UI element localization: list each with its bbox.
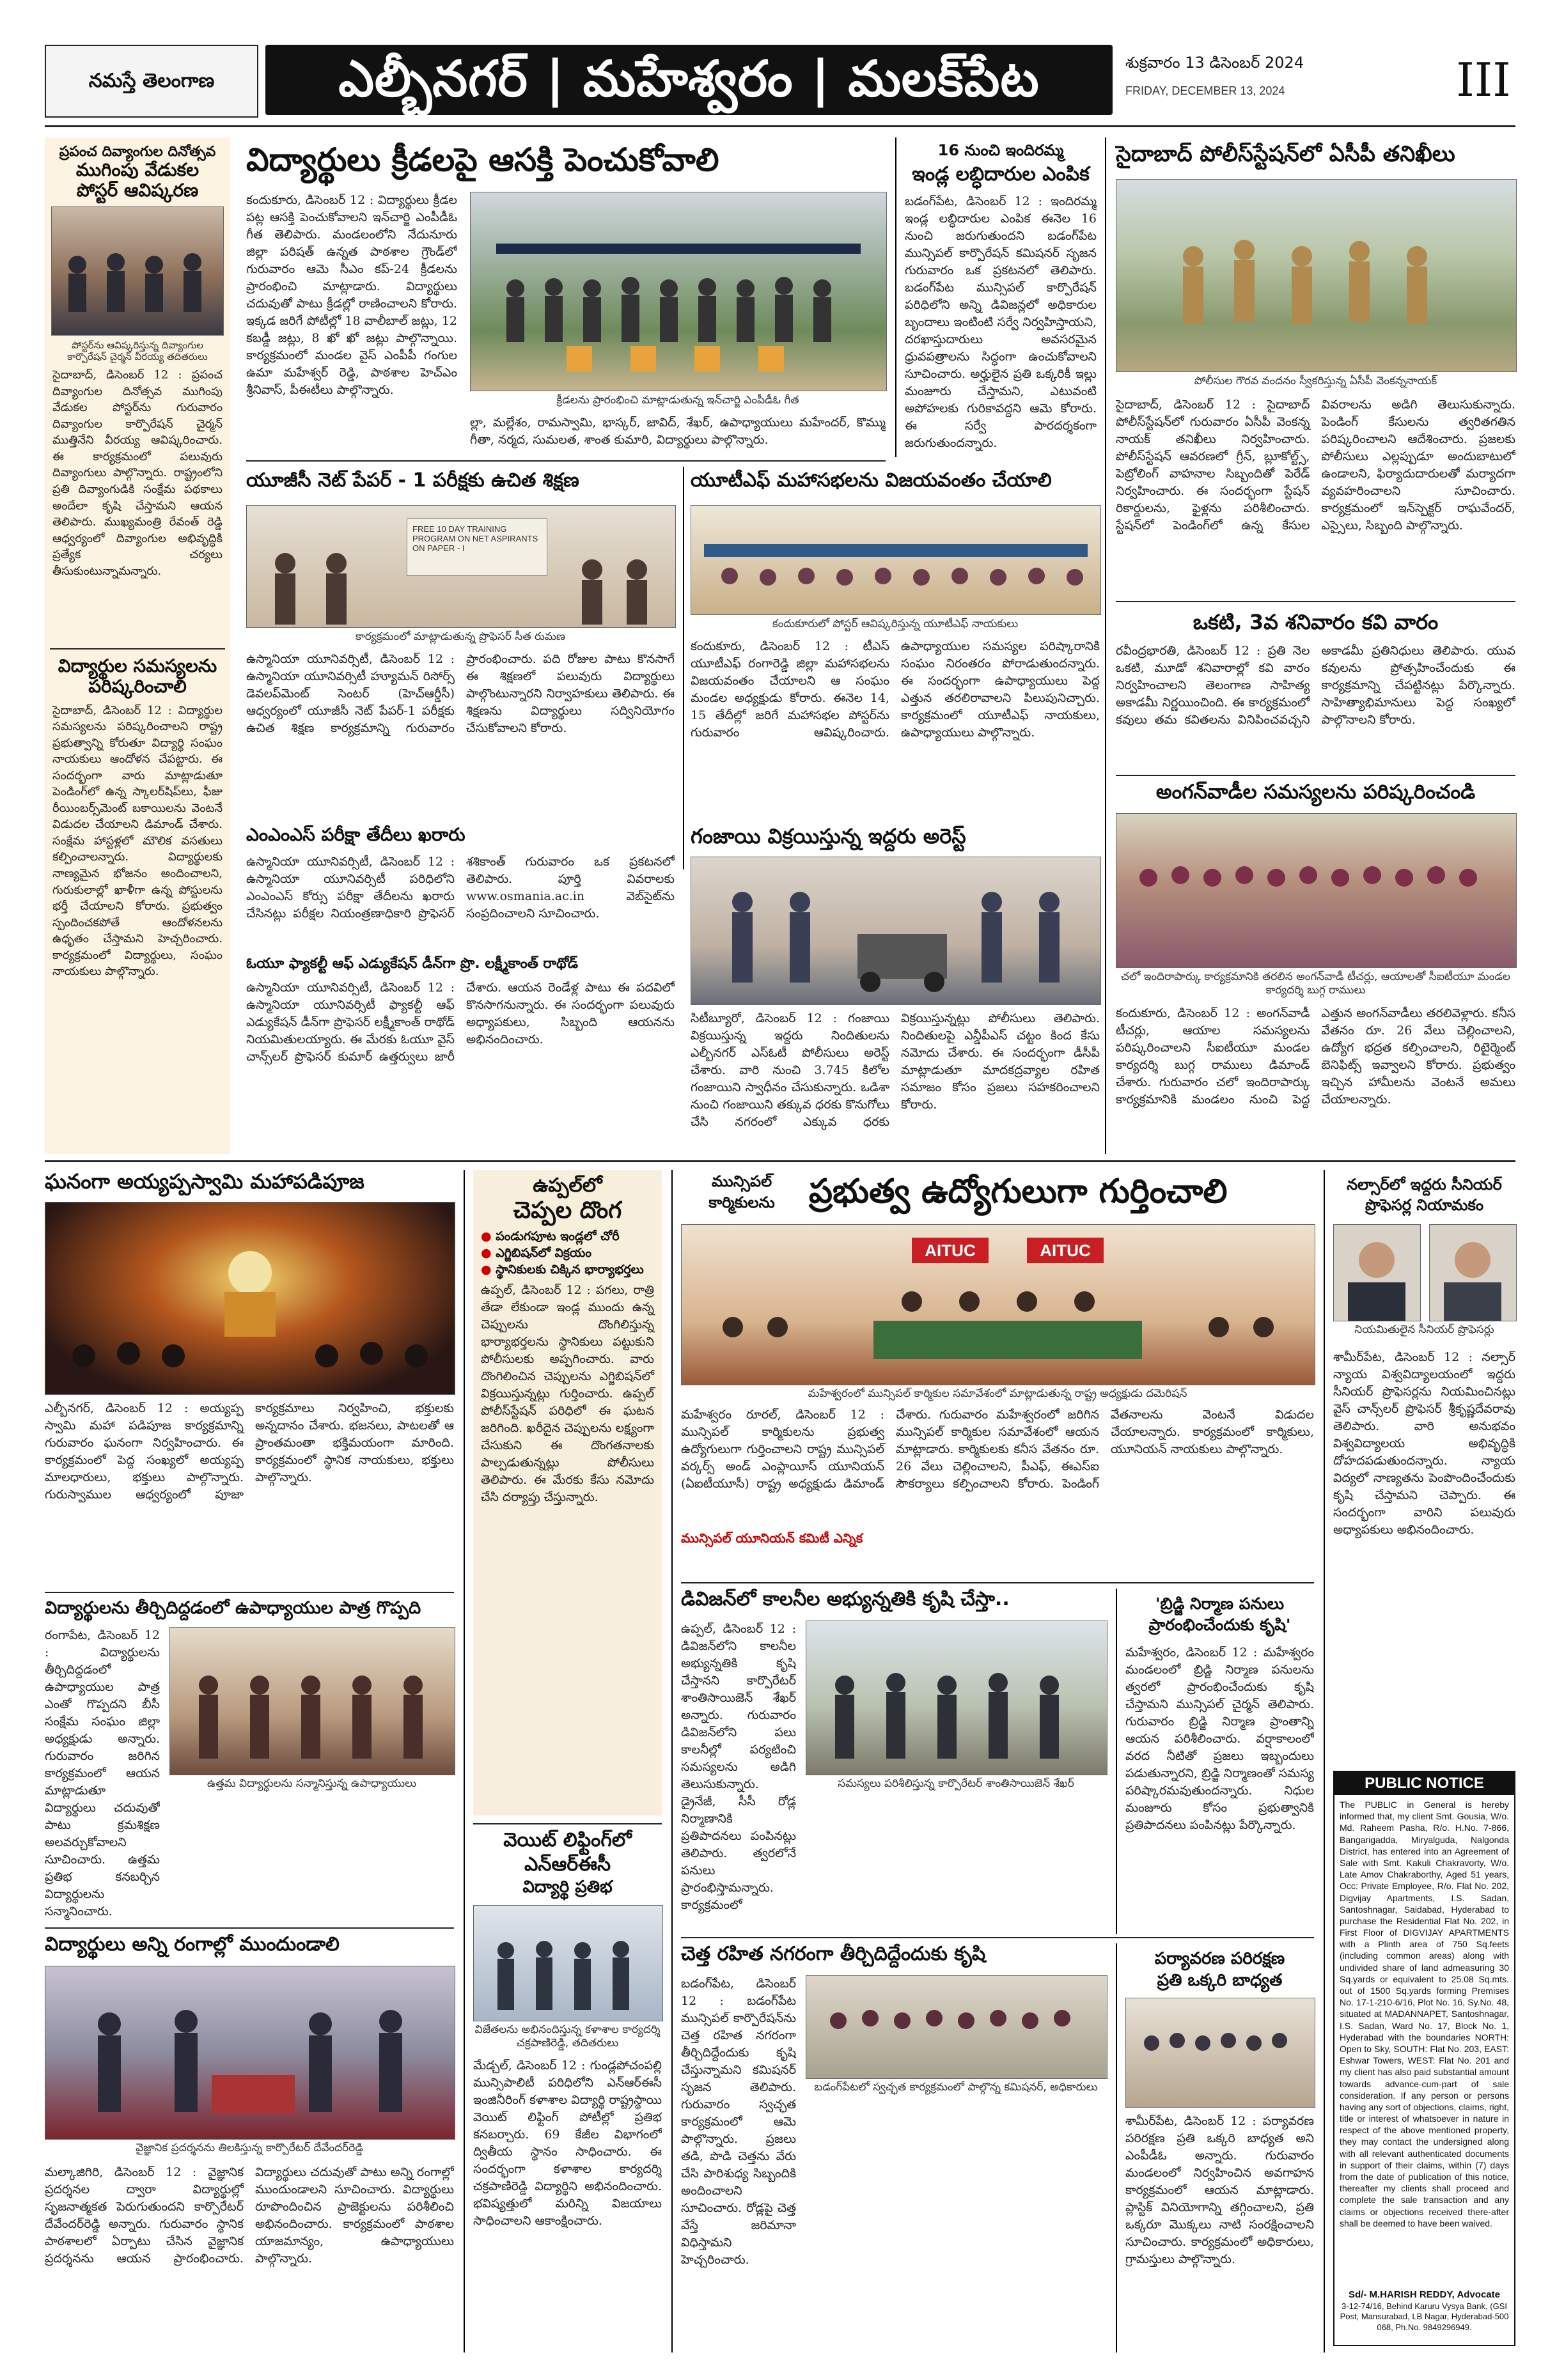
utf-title: యూటీఎఫ్ మహాసభలను విజయవంతం చేయాలి: [691, 469, 1052, 492]
indiramma-body: బడంగ్‌పేట, డిసెంబర్ 12 : ఇందిరమ్మ ఇండ్ల లబ్ధిదారుల ఎంపిక ఈనెల 16 నుంచి జరుగుతుందని బడంగ్‌పేట మున్సిపల్ కార్పొరేషన్ కమిషనర్ సృజన గురువారం ఒక ప్రకటనలో తెలిపారు. బడంగ్‌పేట మున్సిపల్ కార్పొరేషన్ పరిధిలోని అన్ని డివిజన్లలో అధికారుల బృందాలు ఇంటింటి సర్వే నిర్వహిస్తాయని, దరఖాస్తుదారులు అవసరమైన ధ్రువపత్రాలను సిద్ధంగా ఉంచుకోవాలని సూచించారు. అర్హులైన ప్రతి ఒక్కరికీ ఇల్లు మంజూరు చేస్తామని, ఎటువంటి అపోహలకు గురికావద్దని ఆమె కోరారు. ఈ సర్వే పారదర్శకంగా జరుగుతుందన్నారు.: [905, 194, 1097, 450]
masthead: [45, 45, 1515, 115]
parade-illustration: [1116, 180, 1516, 371]
weight-caption: విజేతలను అభినందిస్తున్న కళాశాల కార్యదర్శి చక్రపాణిరెడ్డి, తదితరులు: [474, 2023, 661, 2050]
divider: [45, 1927, 454, 1929]
col-sep: [895, 137, 896, 457]
professors-body: శామీర్‌పేట, డిసెంబర్ 12 : నల్సార్ న్యాయ విశ్వవిద్యాలయంలో ఇద్దరు సీనియర్ ప్రొఫెసర్లను నియమించినట్లు వైస్ చాన్స్‌లర్ ప్రొఫెసర్ శ్రీకృష్ణదేవరావు తెలిపారు. వారి అనుభవం విశ్వవిద్యాలయ అభివృద్ధికి దోహదపడుతుందన్నారు. న్యాయ విద్యలో నాణ్యతను పెంపొందించేందుకు కృషి చేస్తామని చెప్పారు. ఈ సందర్భంగా వారిని పలువురు అధ్యాపకులు అభినందించారు.: [1333, 1350, 1515, 1537]
poetry-body: రవీంద్రభారతి, డిసెంబర్ 12 : ప్రతి నెల ఒకటి, మూడో శనివారాల్లో కవి వారం నిర్వహించాలని తెలంగాణ సాహిత్య అకాడమీ నిర్ణయించింది. ఈ కార్యక్రమంలో కవులు తమ కవితలను వినిపించవచ్చని అకాడమీ ప్రతినిధులు తెలిపారు. యువ కవులను ప్రోత్సహించేందుకు ఈ కార్యక్రమాన్ని చేపట్టినట్లు పేర్కొన్నారు. సాహిత్యాభిమానులు పెద్ద సంఖ్యలో పాల్గొనాలని కోరారు.: [1116, 644, 1515, 727]
col-sep: [464, 1170, 465, 2353]
public-notice: [1333, 1771, 1515, 2346]
divider: [1116, 775, 1515, 776]
mms-title: ఎంఎంఎస్ పరీక్షా తేదీలు ఖరారు: [246, 824, 466, 845]
sports-team-illustration: [471, 192, 886, 391]
ayyappa-title: ఘనంగా అయ్యప్పస్వామి మహాపడిపూజ: [45, 1169, 364, 1194]
date-en: FRIDAY, DECEMBER 13, 2024: [1125, 84, 1285, 97]
science-fair-scene: [45, 1966, 455, 2139]
ugc-caption: కార్యక్రమంలో మాట్లాడుతున్న ప్రొఫెసర్ సీత రుమణ: [356, 630, 565, 643]
env-group: [1126, 1998, 1315, 2107]
sports-photo: [470, 192, 887, 391]
ou-dean-title: ఓయూ ఫ్యాకల్టీ ఆఫ్ ఎడ్యుకేషన్ డీన్‌గా ప్రొ. లక్ష్మీకాంత్ రాథోడ్: [246, 956, 579, 972]
weight-title-2: ఎన్‌ఆర్ఈసీ: [524, 1853, 611, 1876]
notice-sign: Sd/- M.HARISH REDDY, Advocate: [1349, 2289, 1500, 2300]
ugc-body: ఉస్మానియా యూనివర్సిటీ, డిసెంబర్ 12 : ఉస్మానియా యూనివర్సిటీ హ్యూమన్ రిసోర్స్ డెవలప్‌మెంట్ సెంటర్ (హెచ్‌ఆర్డీసీ) ఆధ్వర్యంలో యూజీసీ నెట్ పేపర్-1 పరీక్షకు ఉచిత శిక్షణ కార్యక్రమాన్ని గురువారం ప్రారంభించారు. పది రోజుల పాటు కొనసాగే ఈ శిక్షణలో పలువురు విద్యార్థులు పాల్గొంటున్నారని నిర్వాహకులు తెలిపారు. ఈ శిక్షణను విద్యార్థులు సద్వినియోగం చేసుకోవాలని కోరారు.: [246, 652, 675, 735]
ugc-banner: FREE 10 DAY TRAINING PROGRAM ON NET ASPIRANTS ON PAPER - I: [407, 518, 547, 576]
aituc-banner-2: AITUC: [1027, 1238, 1104, 1263]
a1-title-1: ముగింపు వేడుకల: [75, 159, 200, 181]
chappal-title-1: ఉప్పల్‌లో: [533, 1174, 602, 1197]
ganja-body: సిటీబ్యూరో, డిసెంబర్ 12 : గంజాయి విక్రయిస్తున్న ఇద్దరు నిందితులను ఎల్బీనగర్ ఎస్‌ఓటీ పోలీసులు అరెస్ట్ చేశారు. వారి నుంచి 3.745 కిలోల గంజాయిని స్వాధీనం చేసుకున్నారు. ఒడిశా నుంచి గంజాయిని తక్కువ ధరకు కొనుగోలు చేసి నగరంలో ఎక్కువ ధరకు విక్రయిస్తున్నట్లు పోలీసులు తెలిపారు. నిందితులపై ఎన్డీపీఎస్ చట్టం కింద కేసు నమోదు చేశారు. ఈ సందర్భంగా డీసీపీ మాట్లాడుతూ మాదకద్రవ్యాల రహిత సమాజం కోసం ప్రజలు సహకరించాలని కోరారు.: [691, 1011, 1100, 1129]
aituc-kicker-2: కార్మికులను: [708, 1194, 775, 1211]
aituc-banner-1: AITUC: [912, 1238, 989, 1263]
a1-title-2: పోస్టర్ ఆవిష్కరణ: [76, 180, 199, 201]
utf-photo: [691, 505, 1101, 615]
a1-kicker: ప్రపంచ దివ్యాంగుల దినోత్సవ: [59, 144, 216, 160]
col-sep: [671, 1170, 673, 2353]
sports-body-left: కందుకూరు, డిసెంబర్ 12 : విద్యార్థులు క్రీడల పట్ల ఆసక్తి పెంచుకోవాలని ఇన్‌చార్జి ఎంపీడీఓ గీత తెలిపారు. మండలంలోని నేదునూరు జిల్లా పరిషత్ ఉన్నత పాఠశాల గ్రౌండ్‌లో గురువారం ఆమె సీఎం కప్-24 క్రీడలను ప్రారంభించి మాట్లాడారు. విద్యార్థులు చదువుతో పాటు క్రీడల్లో రాణించాలని కోరారు. ఇక్కడ జరిగే పోటీల్లో 18 వాలీబాల్ జట్లు, 12 కబడ్డీ జట్లు, 8 ఖో ఖో జట్లు పాల్గొన్నాయి. కార్యక్రమంలో మండల వైస్ ఎంపీపీ గంగుల ఉమా మహేశ్వర్ రెడ్డి, పాఠశాల హెచ్‌ఎం శ్రీనివాస్, పీఈటీలు పాల్గొన్నారు.: [246, 193, 457, 397]
chappal-bullet-3: ● స్థానికులకు చిక్కిన భార్యాభర్తలు: [473, 1262, 662, 1282]
teachers-caption: ఉత్తమ విద్యార్థులను సన్మానిస్తున్న ఉపాధ్యాయులు: [207, 1777, 417, 1790]
chappal-bullet-1: ● పండుగపూట ఇండ్లలో చోరీ: [473, 1229, 662, 1245]
garbage-title: చెత్త రహిత నగరంగా తీర్చిదిద్దేందుకు కృషి: [681, 1943, 986, 1965]
a1-caption: పోస్టర్‌ను ఆవిష్కరిస్తున్న దివ్యాంగుల కార్పొరేషన్ చైర్మన్ వీరయ్య తదితరులు: [67, 339, 208, 363]
colonies-caption: సమస్యలు పరిశీలిస్తున్న కార్పొరేటర్ శాంతిసాయిజెన్ శేఖర్: [838, 1777, 1074, 1790]
teachers-photo: [169, 1627, 455, 1775]
professors-caption: నియమితులైన సీనియర్ ప్రొఫెసర్లు: [1354, 1323, 1494, 1336]
utf-body: కందుకూరు, డిసెంబర్ 12 : టీఎస్ యూటీఎఫ్ రంగారెడ్డి జిల్లా మహాసభలను విజయవంతం చేయాలని ఆ సంఘం మండల అధ్యక్షుడు కోరారు. ఈనెల 14, 15 తేదీల్లో జరిగే మహాసభల పోస్టర్‌ను గురువారం ఆవిష్కరించారు. ఉపాధ్యాయుల సమస్యల పరిష్కారానికి సంఘం నిరంతరం పోరాడుతుందన్నారు. ఈ సందర్భంగా ఉపాధ్యాయులు పెద్ద ఎత్తున తరలిరావాలని పిలుపునిచ్చారు. కార్యక్రమంలో యూటీఎఫ్ నాయకులు, ఉపాధ్యాయులు పాల్గొన్నారు.: [691, 639, 1100, 740]
ayyappa-photo: [45, 1202, 455, 1395]
notice-address: 3-12-74/16, Behind Karuru Vysya Bank, (GSI Post, Mansurabad, LB Nagar, Hyderabad-500 068, Ph.No. 9849296949.: [1340, 2301, 1509, 2333]
page-number: III: [1456, 52, 1511, 107]
utf-caption: కందుకూరులో పోస్టర్ ఆవిష్కరిస్తున్న యూటీఎఫ్ నాయకులు: [772, 618, 1019, 630]
ugc-title: యూజీసీ నెట్ పేపర్ - 1 పరీక్షకు ఉచిత శిక్షణ: [246, 469, 579, 492]
anganwadi-caption: చలో ఇందిరాపార్కు కార్యక్రమానికి తరలిన అంగన్‌వాడీ టీచర్లు, ఆయాలతో సీఐటీయూ మండల కార్యదర్శి బుగ్గ రాములు: [1120, 970, 1510, 997]
divider: [681, 1937, 1314, 1938]
portrait-icon: [1430, 1225, 1516, 1321]
aituc-kicker-1: మున్సిపల్: [711, 1172, 772, 1190]
a1-body: సైదాబాద్, డిసెంబర్ 12 : ప్రపంచ దివ్యాంగుల దినోత్సవ ముగింపు వేడుకల పోస్టర్‌ను గురువారం దివ్యాంగుల కార్పొరేషన్ చైర్మన్ ముత్తినేని వీరయ్య ఆవిష్కరించారు. ఈ కార్యక్రమంలో పలువురు దివ్యాంగులు పాల్గొన్నారు. రాష్ట్రంలోని ప్రతి దివ్యాంగుడికి సంక్షేమ పథకాలు అందేలా కృషి చేస్తామని ఆయన తెలిపారు. ముఖ్యమంత్రి రేవంత్ రెడ్డి ఆధ్వర్యంలో దివ్యాంగుల అభివృద్ధికి ప్రత్యేక చర్యలు తీసుకుంటున్నామన్నారు.: [52, 368, 223, 578]
indiramma-title-2: ఇండ్ల లబ్ధిదారుల ఎంపిక: [912, 163, 1090, 185]
chappal-body: ఉప్పల్, డిసెంబర్ 12 : పగలు, రాత్రి తేడా లేకుండా ఇండ్ల ముందు ఉన్న చెప్పులను దొంగిలిస్తున్న భార్యాభర్తలను స్థానికులు పట్టుకుని పోలీసులకు అప్పగించారు. వారు దొంగిలించిన చెప్పులను ఎగ్జిబిషన్‌లో విక్రయిస్తున్నట్లు గుర్తించారు. ఉప్పల్ పోలీస్‌స్టేషన్ పరిధిలో ఈ ఘటన జరిగింది. ఖరీదైన చెప్పులను లక్ష్యంగా చేసుకుని ఈ దొంగతనాలకు పాల్పడుతున్నట్లు పోలీసులు తెలిపారు. ఈ మేరకు కేసు నమోదు చేసి దర్యాప్తు చేస్తున్నారు.: [481, 1283, 654, 1505]
professor-photo-2: [1429, 1224, 1517, 1321]
notice-body: The PUBLIC in General is hereby informed that, my client Smt. Gousia, W/o. Md. Raheem Pasha, R/o. H.No. 7-866, Bangarigadda, Miryalguda, Nalgonda District, has entered into an Agreement of Sale with Smt. Kakuli Chakravorty, W/o. Late Amov Chakraborthy, Aged 51 years, Occ: Private Employee, R/o. Flat No. 202, Digvijay Apartments, I.S. Sadan, Santoshnagar, Saidabad, Hyderabad to purchase the Residential Flat No. 202, in First Floor of DIGVIJAY APARTMENTS with a Plinth area of 750 Sq.feets (including common areas) along with undivided share of land admeasuring 30 Sq.yards or equivalent to 25.08 Sq.mts. out of 1500 Sq.yards forming Premises No. 17-1-210-6/16, Plot No. 16, Sy.No. 48, situated at MADANNAPET, Santoshnagar, I.S. Sadan, Ward No. 17, Block No. 1, Hyderabad with the boundaries NORTH: Open to Sky, SOUTH: Flat No. 203, EAST: Eshwar Towers, WEST: Flat No. 201 and my client has also paid substantial amount towards advance-cum-part of sale consideration. If any person or persons having any sort of objections, claims, right, title or interest of whatsoever in nature in respect of the above mentioned property, they may contact the undersigned along with all relevant authenticated documents in support of their claims, within (7) days from the date of publication of this notice, thereafter my clients shall proceed and complete the sale transaction and any claims or objections received there-after shall be deemed to have been waived.: [1340, 1800, 1509, 2228]
colonies-visit: [806, 1621, 1107, 1775]
weight-title-1: వెయిట్ లిఫ్టింగ్‌లో: [503, 1829, 632, 1851]
anganwadi-body: కందుకూరు, డిసెంబర్ 12 : అంగన్‌వాడీ టీచర్లు, ఆయాల సమస్యలను పరిష్కరించాలని సీఐటీయూ మండల కార్యదర్శి బుగ్గ రాములు డిమాండ్ చేశారు. గురువారం చలో ఇందిరాపార్కు కార్యక్రమానికి మండలం నుంచి పెద్ద ఎత్తున అంగన్‌వాడీలు తరలివెళ్లారు. కనీస వేతనం రూ. 26 వేలు చెల్లించాలని, ఉద్యోగ భద్రత కల్పించాలని, రిటైర్మెంట్ బెనిఫిట్స్ ఇవ్వాలని కోరారు. ప్రభుత్వం ఇచ్చిన హామీలను వెంటనే అమలు చేయాలన్నారు.: [1116, 1006, 1515, 1107]
weight-title-3: విద్యార్థి ప్రతిభ: [522, 1878, 613, 1897]
aituc-photo: [681, 1224, 1315, 1385]
garbage-photo: [806, 1975, 1107, 2079]
chappal-bullet-2: ● ఎగ్జిబిషన్‌లో విక్రయం: [473, 1245, 662, 1262]
anganwadi-title: అంగన్‌వాడీల సమస్యలను పరిష్కరించండి: [1155, 781, 1476, 804]
paper-name: నమస్తే తెలంగాణ: [45, 45, 258, 118]
divider: [1116, 601, 1515, 602]
allfields-photo: [45, 1966, 455, 2140]
aituc-body: మహేశ్వరం రూరల్, డిసెంబర్ 12 : మున్సిపల్ కార్మికులను ప్రభుత్వ ఉద్యోగులుగా గుర్తించాలని రాష్ట్ర మున్సిపల్ వర్కర్స్ అండ్ ఎంప్లాయీస్ యూనియన్ (ఏఐటీయూసీ) రాష్ట్ర అధ్యక్షుడు డిమాండ్ చేశారు. గురువారం మహేశ్వరంలో జరిగిన మున్సిపల్ కార్మికుల సమావేశంలో ఆయన మాట్లాడారు. కార్మికులకు కనీస వేతనం రూ. 26 వేలు చెల్లించాలని, పీఎఫ్, ఈఎస్ఐ సౌకర్యాలు కల్పించాలని కోరారు. పెండింగ్ వేతనాలను వెంటనే విడుదల చేయాలన్నారు. కార్యక్రమంలో కార్మికులు, యూనియన్ నాయకులు పాల్గొన్నారు.: [681, 1408, 1314, 1491]
professors-title-1: నల్సార్‌లో ఇద్దరు సీనియర్: [1347, 1176, 1502, 1194]
weight-body: మేడ్చల్, డిసెంబర్ 12 : గుండ్లపోచంపల్లి మున్సిపాలిటీ పరిధిలోని ఎన్‌ఆర్ఈసీ ఇంజినీరింగ్ కళాశాల విద్యార్థి రాష్ట్రస్థాయి వెయిట్ లిఫ్టింగ్ పోటీల్లో ప్రతిభ కనబర్చారు. 69 కేజీల విభాగంలో ద్వితీయ స్థానం సాధించారు. ఈ సందర్భంగా కళాశాల కార్యదర్శి చక్రపాణిరెడ్డి విద్యార్థిని అభినందించారు. భవిష్యత్తులో మరిన్ని విజయాలు సాధించాలని ఆకాంక్షించారు.: [473, 2058, 662, 2228]
colonies-body: ఉప్పల్, డిసెంబర్ 12 : డివిజన్‌లోని కాలనీల అభ్యున్నతికి కృషి చేస్తానని కార్పొరేటర్ శాంతిసాయిజెన్ శేఖర్ అన్నారు. గురువారం డివిజన్‌లోని పలు కాలనీల్లో పర్యటించి సమస్యలను అడిగి తెలుసుకున్నారు. డ్రైనేజీ, సీసీ రోడ్ల నిర్మాణానికి ప్రతిపాదనలు పంపినట్లు తెలిపారు. త్వరలోనే పనులు ప్రారంభిస్తామన్నారు. కార్యక్రమంలో: [681, 1622, 796, 1912]
bridge-title-2: ప్రారంభించేందుకు కృషి': [1148, 1615, 1291, 1634]
weight-group: [474, 1906, 662, 2021]
garbage-body: బడంగ్‌పేట, డిసెంబర్ 12 : బడంగ్‌పేట మున్సిపల్ కార్పొరేషన్‌ను చెత్త రహిత నగరంగా తీర్చిదిద్దేందుకు కృషి చేస్తున్నామని కమిషనర్ సృజన తెలిపారు. గురువారం స్వచ్ఛత కార్యక్రమంలో ఆమె పాల్గొన్నారు. ప్రజలు తడి, పొడి చెత్తను వేరు చేసి పారిశుధ్య సిబ్బందికి అందించాలని సూచించారు. రోడ్లపై చెత్త వేస్తే జరిమానా విధిస్తామని హెచ్చరించారు.: [681, 1977, 796, 2267]
ayyappa-pooja-scene: [45, 1202, 455, 1394]
a2-body: సైదాబాద్, డిసెంబర్ 12 : విద్యార్థుల సమస్యలను పరిష్కరించాలని రాష్ట్ర ప్రభుత్వాన్ని కోరుతూ విద్యార్థి సంఘం నాయకులు ఆందోళన చేపట్టారు. ఈ సందర్భంగా వారు మాట్లాడుతూ పెండింగ్‌లో ఉన్న స్కాలర్‌షిప్‌లు, ఫీజు రీయింబర్స్‌మెంట్ బకాయిలను వెంటనే విడుదల చేయాలని డిమాండ్ చేశారు. సంక్షేమ హాస్టళ్లలో మౌలిక వసతులు కల్పించాలన్నారు. విద్యార్థులకు నాణ్యమైన భోజనం అందించాలని, గురుకులాల్లో ఖాళీగా ఉన్న పోస్టులను భర్తీ చేయాలని కోరారు. ప్రభుత్వం స్పందించకపోతే ఆందోళనలను ఉధృతం చేస్తామని హెచ్చరించారు. కార్యక్రమంలో విద్యార్థులు, సంఘం నాయకులు పాల్గొన్నారు.: [52, 703, 223, 979]
weight-photo: [473, 1905, 663, 2021]
bridge-title-1: 'బ్రిడ్జి నిర్మాణ పనులు: [1155, 1594, 1285, 1613]
ugc-photo: [246, 505, 676, 628]
utf-group: [691, 506, 1100, 614]
teachers-felicitation: [170, 1628, 455, 1775]
aituc-caption: మహేశ్వరంలో మున్సిపల్ కార్మికుల సమావేశంలో మాట్లాడుతున్న రాష్ట్ర అధ్యక్షుడు దమెరిషన్: [808, 1387, 1187, 1400]
sports-body-bottom: ల్లా, మల్లేశం, రామస్వామి, భాస్కర్, జావిద్, శేఖర్, ఉపాధ్యాయులు మహేందర్, కొమ్ము గీతా, నర్మద, సుమలత, శాంత కుమారి, విద్యార్థులు పాల్గొన్నారు.: [470, 416, 886, 447]
env-title-1: పర్యావరణ పరిరక్షణ: [1154, 1949, 1285, 1968]
bridge-body: మహేశ్వరం, డిసెంబర్ 12 : మహేశ్వరం మండలంలో బ్రిడ్జి నిర్మాణ పనులను త్వరలో ప్రారంభించేందుకు కృషి చేస్తామని మున్సిపల్ చైర్మన్ తెలిపారు. గురువారం బ్రిడ్జి నిర్మాణ ప్రాంతాన్ని ఆయన పరిశీలించారు. వర్షాకాలంలో వరద నీటితో ప్రజలు ఇబ్బందులు పడుతున్నారని, బ్రిడ్జి నిర్మాణంతో సమస్య పరిష్కారమవుతుందన్నారు. నిధుల మంజూరు కోసం ప్రభుత్వానికి ప్రతిపాదనలు పంపినట్లు పేర్కొన్నారు.: [1125, 1645, 1314, 1832]
col-sep: [1105, 137, 1106, 1154]
a1-photo: [51, 206, 224, 336]
notice-title: PUBLIC NOTICE: [1334, 1772, 1514, 1795]
garbage-caption: బడంగ్‌పేటలో స్వచ్ఛత కార్యక్రమంలో పాల్గొన్న కమిషనర్, అధికారులు: [814, 2081, 1098, 2094]
ou-dean-body: ఉస్మానియా యూనివర్సిటీ, డిసెంబర్ 12 : ఉస్మానియా యూనివర్సిటీ ఫ్యాకల్టీ ఆఫ్ ఎడ్యుకేషన్ డీన్‌గా ప్రొఫెసర్ లక్ష్మీకాంత్ రాథోడ్ నియమితులయ్యారు. ఈ మేరకు ఓయూ వైస్ చాన్స్‌లర్ ప్రొఫెసర్ కుమార్ ఉత్తర్వులు జారీ చేశారు. ఆయన రెండేళ్ల పాటు ఈ పదవిలో కొనసాగనున్నారు. ఈ సందర్భంగా పలువురు అధ్యాపకులు, సిబ్బంది ఆయనను అభినందించారు.: [246, 981, 675, 1064]
teachers-body: రంగాపేట, డిసెంబర్ 12 : విద్యార్థులను తీర్చిదిద్దడంలో ఉపాధ్యాయుల పాత్ర ఎంతో గొప్పదని బీసీ సంక్షేమ సంఘం జిల్లా అధ్యక్షుడు అన్నారు. గురువారం జరిగిన కార్యక్రమంలో ఆయన మాట్లాడుతూ విద్యార్థులు చదువుతో పాటు క్రమశిక్షణ అలవర్చుకోవాలని సూచించారు. ఉత్తమ ప్రతిభ కనబర్చిన విద్యార్థులను సన్మానించారు.: [45, 1628, 160, 1918]
allfields-body: మల్కాజిగిరి, డిసెంబర్ 12 : వైజ్ఞానిక ప్రదర్శనల ద్వారా విద్యార్థుల్లో సృజనాత్మకత పెరుగుతుందని కార్పొరేటర్ దేవేందర్‌రెడ్డి అన్నారు. గురువారం స్థానిక పాఠశాలలో ఏర్పాటు చేసిన వైజ్ఞానిక ప్రదర్శనను ఆయన ప్రారంభించారు. విద్యార్థులు చదువుతో పాటు అన్ని రంగాల్లో ముందుండాలని సూచించారు. విద్యార్థులు రూపొందించిన ప్రాజెక్టులను పరిశీలించి అభినందించారు. కార్యక్రమంలో పాఠశాల యాజమాన్యం, ఉపాధ్యాయులు పాల్గొన్నారు.: [45, 2165, 454, 2266]
date-te: శుక్రవారం 13 డిసెంబర్ 2024: [1125, 54, 1304, 72]
anganwadi-photo: [1116, 813, 1517, 968]
a2-title-2: పరిష్కరించాలి: [88, 676, 187, 697]
sports-caption: క్రీడలను ప్రారంభించి మాట్లాడుతున్న ఇన్‌చార్జి ఎంపీడీఓ గీత: [556, 394, 799, 407]
ganja-title: గంజాయి విక్రయిస్తున్న ఇద్దరు అరెస్ట్: [691, 824, 966, 848]
a2-title-1: విద్యార్థుల సమస్యలను: [58, 655, 217, 677]
police-caption: పోలీసుల గౌరవ వందనం స్వీకరిస్తున్న ఏసీపీ వెంకన్ననాయక్: [1194, 375, 1437, 387]
col-sep: [1116, 1589, 1117, 1934]
edition-title: ఎల్బీనగర్ | మహేశ్వరం | మలక్‌పేట: [265, 45, 1113, 115]
sports-title: విద్యార్థులు క్రీడలపై ఆసక్తి పెంచుకోవాలి: [246, 141, 719, 178]
aituc-title: ప్రభుత్వ ఉద్యోగులుగా గుర్తించాలి: [809, 1172, 1228, 1211]
teachers-title: విద్యార్థులను తీర్చిదిద్దడంలో ఉపాధ్యాయుల పాత్ర గొప్పది: [45, 1598, 421, 1618]
divider: [45, 1160, 1515, 1162]
ganja-arrest-scene: [691, 857, 1100, 1004]
allfields-title: విద్యార్థులు అన్ని రంగాల్లో ముందుండాలి: [45, 1933, 340, 1956]
env-title-2: ప్రతి ఒక్కరి బాధ్యత: [1157, 1971, 1283, 1990]
ayyappa-body: ఎల్బీనగర్, డిసెంబర్ 12 : అయ్యప్ప స్వామి మహా పడిపూజ కార్యక్రమాన్ని గురువారం ఘనంగా నిర్వహించారు. ఈ కార్యక్రమంలో పెద్ద సంఖ్యలో అయ్యప్ప మాలధారులు, భక్తులు పాల్గొన్నారు. గురుస్వాముల ఆధ్వర్యంలో పూజా కార్యక్రమాలు నిర్వహించి, భక్తులకు అన్నదానం చేశారు. భజనలు, పాటలతో ఆ ప్రాంతమంతా భక్తిమయంగా మారింది. కార్యక్రమంలో స్థానిక నాయకులు, భక్తులు పాల్గొన్నారు.: [45, 1401, 454, 1502]
mms-body: ఉస్మానియా యూనివర్సిటీ, డిసెంబర్ 12 : ఉస్మానియా యూనివర్సిటీ పరిధిలోని ఎంఎంఎస్ కోర్సు పరీక్షా తేదీలను ఖరారు చేసినట్లు పరీక్షల నియంత్రణాధికారి ప్రొఫెసర్ శశికాంత్ గురువారం ఒక ప్రకటనలో తెలిపారు. పూర్తి వివరాలకు www.osmania.ac.in వెబ్‌సైట్‌ను సంప్రదించాలని సూచించారు.: [246, 855, 675, 921]
aituc-subhead: మున్సిపల్ యూనియన్ కమిటీ ఎన్నిక: [681, 1531, 886, 1546]
masthead-rule: [45, 125, 1515, 127]
colonies-title: డివిజన్‌లో కాలనీల అభ్యున్నతికి కృషి చేస్తా..: [681, 1588, 1010, 1610]
police-body: సైదాబాద్, డిసెంబర్ 12 : సైదాబాద్ పోలీస్‌స్టేషన్‌లో గురువారం ఏసీపీ వెంకన్న నాయక్ తనిఖీలు నిర్వహించారు. పోలీస్‌స్టేషన్ ఆవరణలో గ్రీన్, బ్లూకోల్ట్స్, పెట్రోలింగ్ వాహనాల సిబ్బందితో పెరేడ్ నిర్వహించారు. ఈ సందర్భంగా స్టేషన్ రికార్డులను, ఫైళ్లను పరిశీలించారు. స్టేషన్‌లో పెండింగ్‌లో ఉన్న కేసుల వివరాలను అడిగి తెలుసుకున్నారు. పెండింగ్ కేసులను త్వరితగతిన పరిష్కరించాలని ఆదేశించారు. ప్రజలకు పోలీసులు ఎల్లప్పుడూ అందుబాటులో ఉండాలని, ఫిర్యాదుదారులతో మర్యాదగా వ్యవహరించాలని సూచించారు. కార్యక్రమంలో ఇన్‌స్పెక్టర్ రాఘవేందర్, ఎస్సైలు, సిబ్బంది పాల్గొన్నారు.: [1116, 398, 1515, 533]
chappal-title-2: చెప్పల దొంగ: [513, 1197, 622, 1224]
env-body: శామీర్‌పేట, డిసెంబర్ 12 : పర్యావరణ పరిరక్షణ ప్రతి ఒక్కరి బాధ్యత అని ఎంపీడీఓ అన్నారు. గురువారం మండలంలో నిర్వహించిన అవగాహన కార్యక్రమంలో ఆయన మాట్లాడారు. ప్లాస్టిక్ వినియోగాన్ని తగ్గించాలని, ప్రతి ఒక్కరూ మొక్కలు నాటి సంరక్షించాలని సూచించారు. కార్యక్రమంలో అధికారులు, గ్రామస్తులు పాల్గొన్నారు.: [1125, 2114, 1314, 2266]
divider: [246, 460, 886, 462]
aituc-meeting: [682, 1225, 1315, 1385]
ganja-photo: [691, 857, 1101, 1005]
env-photo: [1125, 1998, 1315, 2108]
poetry-title: ఒకటి, 3వ శనివారం కవి వారం: [1193, 610, 1439, 634]
left-column: [45, 137, 230, 1154]
col-sep: [683, 467, 684, 869]
colonies-photo: [806, 1621, 1107, 1775]
divider: [681, 1582, 1314, 1583]
col-sep: [1116, 1943, 1117, 2353]
police-photo: [1116, 179, 1517, 372]
divider: [473, 1823, 662, 1824]
allfields-caption: వైజ్ఞానిక ప్రదర్శనను తిలకిస్తున్న కార్పొరేటర్ దేవేందర్‌రెడ్డి: [136, 2142, 363, 2154]
group-photo-silhouette: [52, 207, 223, 335]
professor-photo-1: [1333, 1224, 1421, 1321]
garbage-drive: [806, 1976, 1107, 2078]
col-sep: [1324, 1170, 1325, 2353]
divider: [45, 1592, 454, 1593]
chappal-box: [473, 1170, 662, 1816]
police-title: సైదాబాద్ పోలీస్‌స్టేషన్‌లో ఏసీపీ తనిఖీలు: [1116, 141, 1455, 167]
portrait-icon: [1334, 1225, 1420, 1321]
indiramma-title-1: 16 నుంచి ఇందిరమ్మ: [937, 141, 1064, 159]
professors-title-2: ప్రొఫెసర్ల నియామకం: [1365, 1196, 1484, 1214]
anganwadi-crowd: [1116, 814, 1516, 967]
